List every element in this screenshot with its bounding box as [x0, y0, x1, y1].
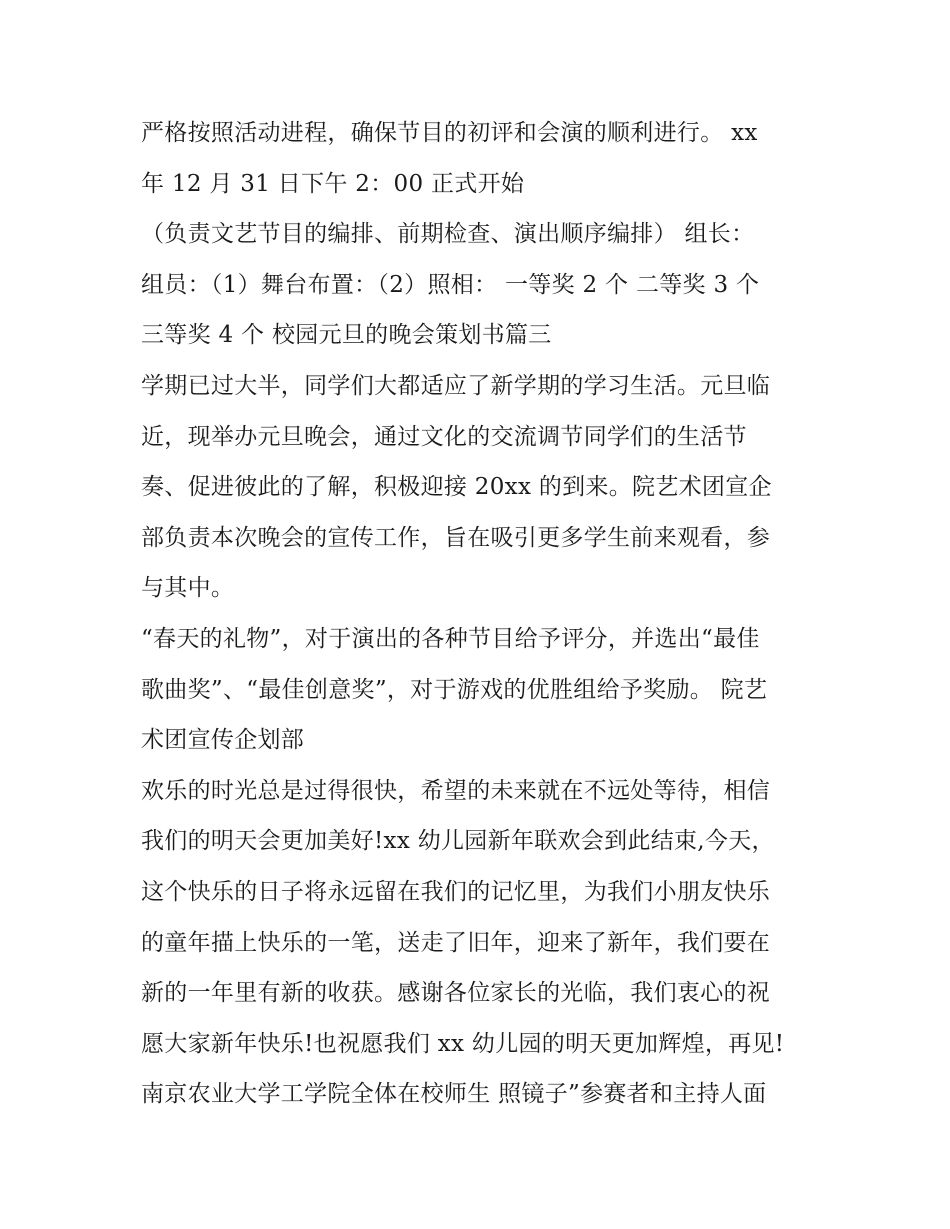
- text-line: 与其中。: [141, 575, 235, 602]
- text-line: 年 12 月 31 日下午 2：00 正式开始: [141, 170, 525, 197]
- text-line: 愿大家新年快乐!也祝愿我们 xx 幼儿园的明天更加辉煌，再见!: [141, 1030, 785, 1057]
- text-line: 这个快乐的日子将永远留在我们的记忆里，为我们小朋友快乐: [141, 878, 771, 905]
- text-line: 三等奖 4 个 校园元旦的晚会策划书篇三: [141, 322, 552, 349]
- text-line: “春天的礼物”，对于演出的各种节目给予评分，并选出“最佳: [141, 625, 760, 652]
- text-line: 奏、促进彼此的了解，积极迎接 20xx 的到来。院艺术团宣企: [141, 474, 772, 501]
- text-line: 歌曲奖”、“最佳创意奖”，对于游戏的优胜组给予奖励。 院艺: [141, 676, 768, 703]
- text-line: 术团宣传企划部: [141, 727, 305, 754]
- text-line: 新的一年里有新的收获。感谢各位家长的光临，我们衷心的祝: [141, 980, 771, 1007]
- text-line: 部负责本次晚会的宣传工作，旨在吸引更多学生前来观看，参: [141, 524, 771, 551]
- document-body: [141, 108, 821, 1120]
- text-line: 我们的明天会更加美好!xx 幼儿园新年联欢会到此结束,今天，: [141, 828, 775, 855]
- text-line: 的童年描上快乐的一笔，送走了旧年，迎来了新年，我们要在: [141, 929, 771, 956]
- text-line: 严格按照活动进程，确保节目的初评和会演的顺利进行。 xx: [141, 120, 758, 146]
- text-line: 近，现举办元旦晚会，通过文化的交流调节同学们的生活节: [141, 423, 747, 450]
- text-line: 学期已过大半，同学们大都适应了新学期的学习生活。元旦临: [141, 372, 771, 399]
- text-line: （负责文艺节目的编排、前期检查、演出顺序编排） 组长：: [141, 221, 755, 248]
- text-line: 组员：（1）舞台布置：（2）照相： 一等奖 2 个 二等奖 3 个: [141, 271, 760, 298]
- text-line: 欢乐的时光总是过得很快，希望的未来就在不远处等待，相信: [141, 777, 771, 804]
- text-line: 南京农业大学工学院全体在校师生 照镜子”参赛者和主持人面: [141, 1081, 767, 1108]
